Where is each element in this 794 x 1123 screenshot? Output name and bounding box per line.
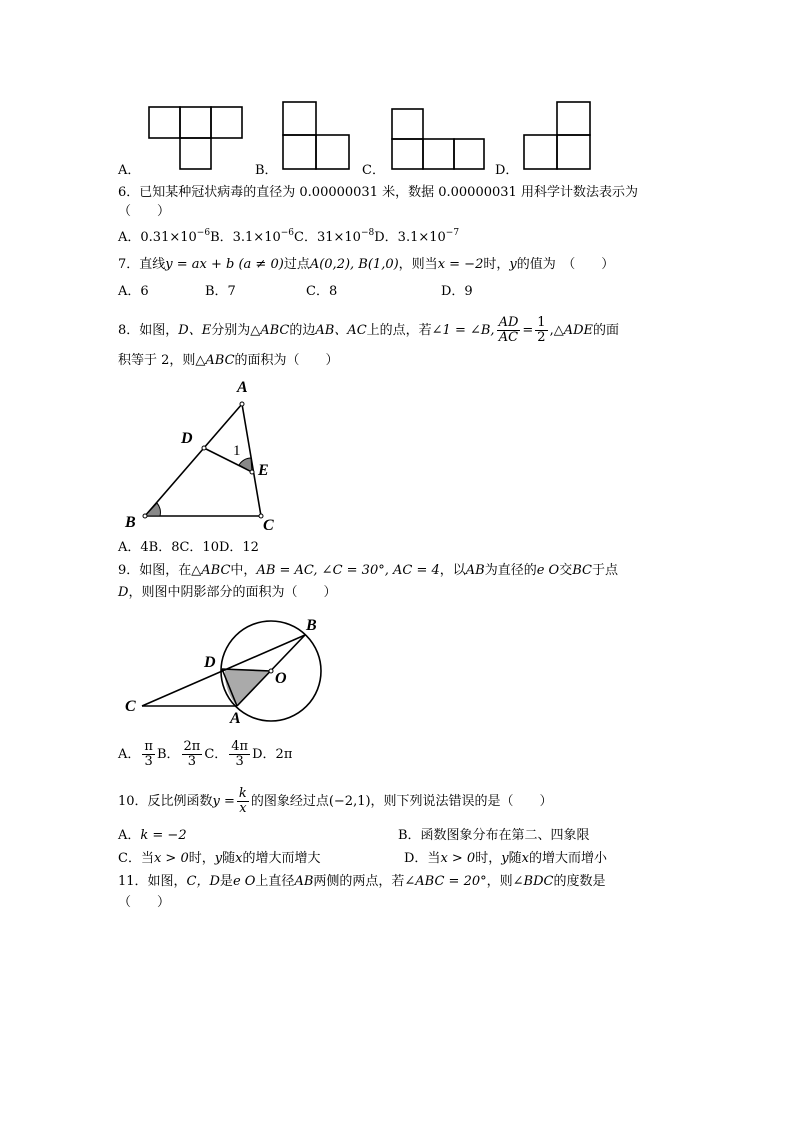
q7-option-b: B．7	[205, 284, 236, 299]
q8-line2b: 的面积为（ ）	[234, 353, 339, 368]
q10-option-d-suffix: 的增大而增小	[528, 851, 607, 866]
q10-text	[118, 782, 553, 822]
q10-denominator: x	[239, 801, 247, 816]
q9-mid: 中，	[230, 563, 257, 578]
q11-mid2: 上直径	[255, 874, 295, 889]
q9-option-b-fraction	[182, 740, 203, 769]
q10-option-c-mid2: 随	[222, 851, 236, 866]
q9-option-a-numerator: π	[144, 739, 153, 754]
q9-label-o: O	[275, 670, 287, 687]
q11-mid4: ，则	[486, 874, 513, 889]
q7-mid3: 时，	[483, 257, 510, 272]
q8-label-d: D	[181, 430, 193, 447]
q11-suffix: 的度数是	[553, 874, 606, 889]
option-b-label: B．	[255, 163, 278, 178]
q9-option-c-label: C．	[204, 747, 228, 762]
q10-fraction	[237, 787, 249, 816]
q10-prefix: 10．反比例函数	[118, 794, 213, 809]
q9-option-a-label: A．	[118, 747, 141, 762]
q10-option-c	[118, 850, 320, 868]
q6-option-a-mantissa: 0.31×10	[140, 230, 197, 245]
option-d-label: D．	[495, 163, 519, 178]
q7-option-d: D．9	[441, 284, 473, 299]
q9-triangle: ABC	[201, 563, 231, 578]
q11-condition: ∠ABC = 20°	[404, 874, 487, 889]
q7-suffix: 的值为 （ ）	[516, 257, 615, 272]
q9-mid3: 为直径的	[484, 563, 537, 578]
q11-circle: e O	[232, 874, 256, 889]
q8-comma: ,△	[549, 323, 564, 338]
q10-option-c-cond: x > 0	[153, 851, 189, 866]
q8-ratio-denominator: AC	[498, 330, 519, 345]
q8-triangle: ABC	[260, 323, 290, 338]
q7-option-a: A．6	[118, 284, 149, 299]
q9-option-a-denominator: 3	[144, 754, 153, 769]
q9-label-c: C	[125, 698, 136, 715]
q11-mid3: 两侧的两点，若	[313, 874, 405, 889]
q6-option-d-exponent: −7	[445, 228, 460, 238]
q9-options	[118, 735, 292, 775]
q10-option-d-cond: x > 0	[440, 851, 476, 866]
q6-blank: （ ）	[118, 204, 171, 219]
q8-line2a: 积等于 2，则△	[118, 353, 206, 368]
q11-text	[118, 873, 606, 891]
q11-blank: （ ）	[118, 895, 171, 910]
q9-mid2: ，以	[439, 563, 466, 578]
q8-points: D、E	[178, 323, 212, 338]
q9-label-a: A	[230, 710, 241, 727]
q9-option-c-numerator: 4π	[231, 739, 249, 754]
q9-mid4: 交	[559, 563, 573, 578]
q9-label-d: D	[204, 654, 216, 671]
q9-option-b-denominator: 3	[187, 754, 197, 769]
q6-option-a-label: A．	[118, 230, 141, 245]
q9-label-b: B	[306, 617, 317, 634]
q8-label-e: E	[258, 462, 269, 479]
q6-option-c-label: C．	[294, 230, 317, 245]
q8-mid3: 上的点，若	[366, 323, 432, 338]
q8-label-a: A	[237, 379, 248, 396]
q7-mid2: ，则当	[398, 257, 438, 272]
q10-option-c-pre: C．当	[118, 851, 154, 866]
q9-suffix: 于点	[591, 563, 618, 578]
q6-option-a-exponent: −6	[196, 228, 211, 238]
q10-option-c-y: y	[214, 851, 223, 866]
q10-suffix: ，则下列说法错误的是（ ）	[370, 794, 553, 809]
q8-options: A．4B．8C．10D．12	[118, 540, 259, 555]
q10-mid: 的图象经过点	[250, 794, 329, 809]
q7-mid: 过点	[283, 257, 310, 272]
q9-option-d-label: D．	[252, 747, 276, 762]
q8-triangle3: ABC	[205, 353, 235, 368]
q9-condition: AB = AC, ∠C = 30°, AC = 4	[256, 563, 440, 578]
q7-equation: y = ax + b (a ≠ 0)	[165, 257, 284, 272]
q9-prefix: 9．如图，在△	[118, 563, 202, 578]
q7-option-c: C．8	[306, 284, 338, 299]
q9-circle: e O	[536, 563, 560, 578]
q10-option-d-y: y	[501, 851, 509, 866]
q11-angle: ∠BDC	[512, 874, 554, 889]
q10-option-b: B．函数图象分布在第二、四象限	[398, 828, 590, 843]
q6-option-c-exponent: −8	[360, 228, 375, 238]
q8-label-b: B	[125, 514, 136, 531]
q10-option-c-x: x	[235, 851, 243, 866]
q11-points: C，D	[186, 874, 220, 889]
q10-option-d-mid: 时，	[475, 851, 502, 866]
q9-option-a-fraction	[142, 740, 155, 769]
q9-option-c-denominator: 3	[235, 754, 244, 769]
q9-line2: ，则图中阴影部分的面积为（ ）	[128, 585, 337, 600]
q6-option-d-label: D．	[374, 230, 398, 245]
q6-option-b-label: B．	[210, 230, 233, 245]
q10-option-a-text: k = −2	[140, 828, 187, 843]
q11-mid: 是	[219, 874, 233, 889]
q9-ab: AB	[465, 563, 485, 578]
q9-option-b-numerator: 2π	[183, 739, 201, 754]
q8-prefix: 8．如图，	[118, 323, 179, 338]
q10-option-d-x: x	[521, 851, 529, 866]
q11-prefix: 11．如图，	[118, 874, 187, 889]
q8-triangle2: ADE	[563, 323, 594, 338]
q8-label-c: C	[263, 517, 274, 534]
q8-ratio-numerator: AD	[498, 315, 519, 330]
q7-yvar: y	[509, 257, 517, 272]
q7-points: A(0,2), B(1,0)	[309, 257, 399, 272]
q6-option-d-mantissa: 3.1×10	[397, 230, 446, 245]
q10-option-a	[118, 827, 187, 845]
q11-ab: AB	[294, 874, 314, 889]
q8-sides: AB、AC	[315, 323, 367, 338]
q6-option-c-mantissa: 31×10	[316, 230, 361, 245]
q8-equals: =	[522, 323, 534, 338]
q9-point-d: D	[118, 585, 129, 600]
q10-numerator: k	[238, 786, 247, 801]
q8-suffix: 的面	[593, 323, 620, 338]
q6-option-b-mantissa: 3.1×10	[232, 230, 281, 245]
q8-angle-label: 1	[233, 443, 241, 459]
q10-option-d-mid2: 随	[508, 851, 522, 866]
q6-option-b-exponent: −6	[280, 228, 295, 238]
q10-option-c-suffix: 的增大而增大	[242, 851, 321, 866]
q8-mid: 分别为△	[211, 323, 261, 338]
q10-y: y =	[212, 794, 235, 809]
q10-option-d	[404, 850, 607, 868]
q10-option-c-mid: 时，	[188, 851, 215, 866]
q10-option-d-pre: D．当	[404, 851, 441, 866]
q9-option-d-value: 2π	[275, 747, 293, 762]
q7-condition: x = −2	[437, 257, 484, 272]
option-a-label: A．	[118, 163, 141, 178]
q9-option-b-label: B．	[156, 747, 180, 762]
q8-half-numerator: 1	[537, 315, 546, 330]
q10-point: (−2,1)	[328, 794, 371, 809]
q8-half-denominator: 2	[537, 330, 546, 345]
option-c-label: C．	[362, 163, 385, 178]
q8-mid2: 的边	[289, 323, 316, 338]
q8-condition: ∠1 = ∠B,	[431, 323, 495, 338]
q6-text: 6．已知某种冠状病毒的直径为 0.00000031 米，数据 0.00000031 用科学计数法表示为	[118, 185, 638, 200]
q10-option-a-label: A．	[118, 828, 141, 843]
q9-option-c-fraction	[229, 740, 250, 769]
q9-bc: BC	[572, 563, 592, 578]
q7-prefix: 7．直线	[118, 257, 166, 272]
